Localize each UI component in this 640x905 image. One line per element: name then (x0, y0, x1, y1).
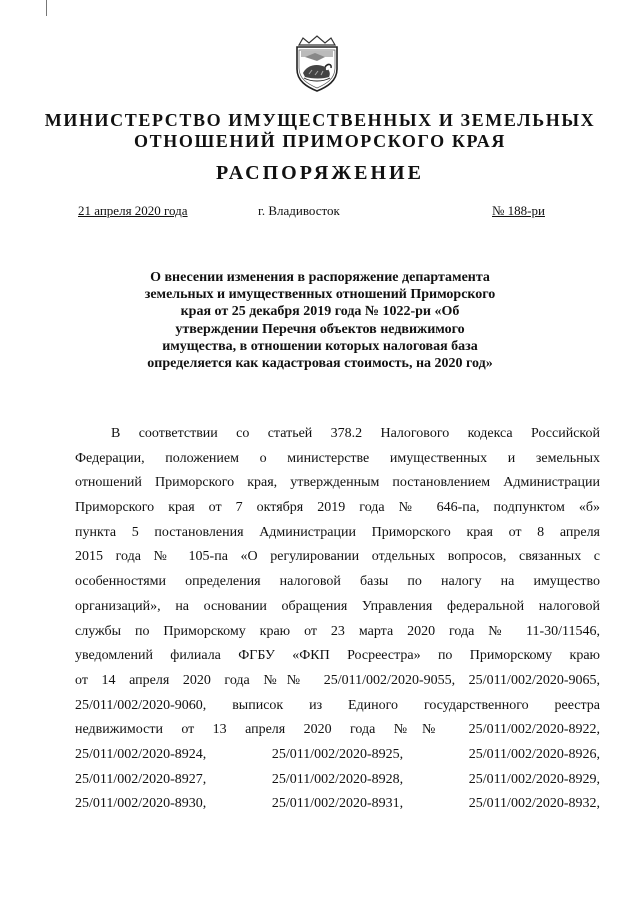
subject-line: определяется как кадастровая стоимость, на 2020 год» (147, 356, 493, 372)
scan-edge-mark (46, 0, 47, 16)
registry-number-row (75, 768, 600, 793)
body-line: организаций», на основании обращения Управления федеральной налоговой (75, 598, 600, 614)
body-line: Приморского края от 7 октября 2019 года № 646-па, подпунктом «б» (75, 500, 600, 516)
body-line: уведомлений филиала ФГБУ «ФКП Росреестра» по Приморскому краю (75, 648, 600, 664)
registry-number-row (75, 792, 600, 817)
subject-line: имущества, в отношении которых налоговая база (162, 338, 478, 354)
document-place: г. Владивосток (258, 203, 340, 218)
body-line: Федерации, положением о министерстве имущественных и земельных (75, 450, 600, 466)
ministry-name (40, 110, 600, 152)
registry-number: 25/011/002/2020-8928, (271, 771, 404, 787)
subject-line: земельных и имущественных отношений Приморского (144, 287, 496, 303)
body-line: особенностями определения налоговой базы по налогу на имущество (75, 574, 600, 590)
ministry-name-line-2: ОТНОШЕНИЙ ПРИМОРСКОГО КРАЯ (134, 131, 506, 151)
subject-line: края от 25 декабря 2019 года № 1022-ри «Об (180, 304, 460, 320)
body-line: недвижимости от 13 апреля 2020 года №№ 25/011/002/2020-8922, (75, 722, 600, 738)
registry-number: 25/011/002/2020-8924, (75, 746, 207, 762)
document-date: 21 апреля 2020 года (78, 203, 188, 218)
registry-number: 25/011/002/2020-8930, (75, 796, 207, 812)
registry-number: 25/011/002/2020-8927, (75, 771, 207, 787)
body-line: В соответствии со статьей 378.2 Налогового кодекса Российской (111, 426, 600, 441)
subject-line: О внесении изменения в распоряжение департамента (150, 270, 490, 285)
subject-line: утверждении Перечня объектов недвижимого (175, 321, 465, 337)
ministry-name-line-1: МИНИСТЕРСТВО ИМУЩЕСТВЕННЫХ И ЗЕМЕЛЬНЫХ (44, 110, 596, 130)
body-line: службы по Приморскому краю от 23 марта 2020 года № 11-30/11546, (75, 623, 600, 639)
registry-number: 25/011/002/2020-8926, (468, 746, 600, 762)
body-line: отношений Приморского края, утвержденным постановлением Администрации (75, 475, 600, 491)
registry-number: 25/011/002/2020-8925, (271, 746, 404, 762)
document-number: № 188-ри (492, 203, 545, 218)
body-line: пункта 5 постановления Администрации Приморского края от 8 апреля (75, 524, 600, 540)
document-type-title: РАСПОРЯЖЕНИЕ (216, 162, 424, 184)
primorsky-krai-coat-of-arms-icon (287, 33, 347, 93)
body-line: 2015 года № 105-па «О регулировании отдельных вопросов, связанных с (75, 549, 600, 565)
registry-number-row (75, 743, 600, 768)
document-subject (110, 269, 530, 372)
document-body (75, 422, 600, 817)
registry-number: 25/011/002/2020-8931, (271, 796, 404, 812)
registry-number: 25/011/002/2020-8932, (468, 796, 600, 812)
body-line: 25/011/002/2020-9060, выписок из Единого государственного реестра (75, 697, 600, 713)
body-line: от 14 апреля 2020 года №№ 25/011/002/2020-9055, 25/011/002/2020-9065, (75, 672, 600, 688)
registry-number: 25/011/002/2020-8929, (468, 771, 600, 787)
